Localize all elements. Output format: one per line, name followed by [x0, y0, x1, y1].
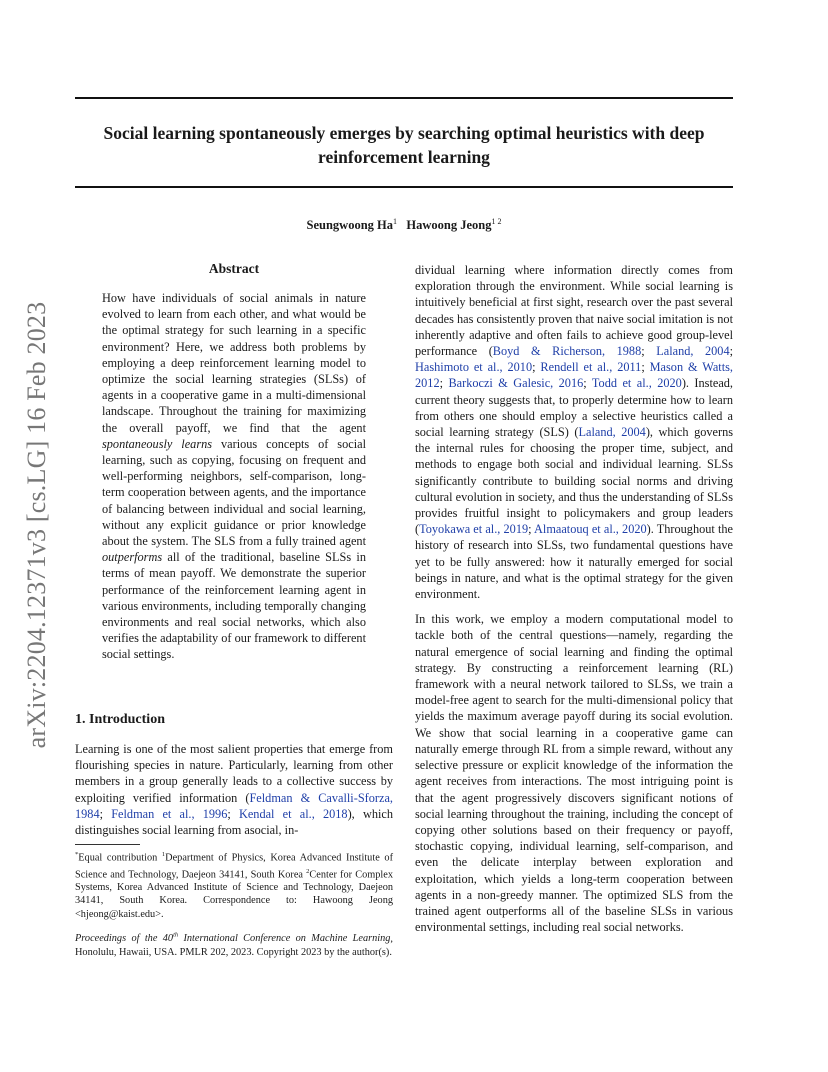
section-heading-introduction: 1. Introduction — [75, 712, 165, 727]
paper-title: Social learning spontaneously emerges by searching optimal heuristics with deep reinforcement learning — [103, 123, 705, 167]
title-bottom-rule — [75, 186, 733, 188]
footnote-rule — [75, 844, 140, 845]
citation-link[interactable]: Todd et al., 2020 — [591, 376, 682, 391]
citation-link[interactable]: Mason & Watts, 2012 — [415, 360, 733, 391]
citation-link[interactable]: Feldman & Cavalli-Sforza, 1984 — [75, 790, 393, 821]
introduction-left-column — [75, 741, 393, 838]
paragraph: In this work, we employ a modern computational model to tackle both of the central questions—namely, regarding the natural emergence of social learning and finding the optimal strategy. By constructing a reinforcement learning (RL) framework with a neural network tailored to SLSs, we train a model-free agent to search for the multi-dimensional policy that yields the maximum average payoff during its social evolution. We show that social learning in a cooperative game can naturally emerge through RL from a simple reward, without any selective pressure or explicit knowledge of the information the agent receives from interactions. The most intriguing point is that the agent progressively discovers significant notions of social learning throughout the training, including the concept of copying other solutions based on their frequency or payoff, stochastic copying, individual learning, self-comparison, and even the delicate interplay between exploration and exploitation, which yields a long-term cooperation between agents in a non-greedy manner. The optimized SLS from the trained agent outperforms all of the baseline SLSs in various environmental settings, including real social networks. — [415, 612, 733, 935]
citation-link[interactable]: Kendal et al., 2018 — [238, 806, 348, 821]
author-name: Seungwoong Ha — [306, 218, 394, 233]
citation-link[interactable]: Laland, 2004 — [578, 425, 646, 440]
arxiv-sidebar-stamp — [17, 290, 57, 760]
citation-link[interactable]: Laland, 2004 — [656, 344, 730, 359]
arxiv-identifier: arXiv:2204.12371v3 [cs.LG] 16 Feb 2023 — [22, 301, 51, 749]
citation-link[interactable]: Feldman et al., 1996 — [111, 806, 228, 821]
introduction-right-column — [415, 262, 733, 935]
citation-link[interactable]: Almaatouq et al., 2020 — [534, 522, 647, 537]
paragraph: Learning is one of the most salient properties that emerge from flourishing species in nature. Particularly, learning from other members in a group generally leads to a collective success by exploiting verified information (Feldman & Cavalli-Sforza, 1984; Feldman et al., 1996; Kendal et al., 2018), which distinguishes social learning from asocial, in- — [75, 742, 393, 838]
citation-link[interactable]: Toyokawa et al., 2019 — [419, 522, 529, 537]
abstract-emphasis: outperforms — [102, 550, 163, 565]
title-top-rule — [75, 97, 733, 99]
author-list — [75, 217, 733, 233]
footnote-affiliations: *Equal contribution $^1$Department of Physics, Korea Advanced Institute of Science and Technology, Daejeon 34141, South Korea $^2$Center for Complex Systems, Korea Advanced Institute of Science and Technology, Daejeon 34141, South Korea. Correspondence to: Hawoong Jeong <hjeong@kaist.edu>. — [75, 851, 393, 920]
citation-link[interactable]: Rendell et al., 2011 — [540, 360, 642, 375]
paragraph: dividual learning where information directly comes from exploration through the environment. While social learning is intuitively beneficial at first sight, research over the past several decades has consistently proven that naive social imitation is not inherently adaptive and often fails to achieve good group-level performance (Boyd & Richerson, 1988; Laland, 2004; Hashimoto et al., 2010; Rendell et al., 2011; Mason & Watts, 2012; Barkoczi & Galesic, 2016; Todd et al., 2020). Instead, current theory suggests that, to properly determine how to learn from others one should employ a selective heuristics called a social learning strategy (SLS) (Laland, 2004), which governs the internal rules for choosing the proper time, subject, and methods to engage both social and individual learning. SLSs significantly contribute to building social norms and driving cultural evolution in society, and thus the understanding of SLSs provides fruitful insight to policymakers and group leaders (Toyokawa et al., 2019; Almaatouq et al., 2020). Throughout the history of research into SLSs, two fundamental questions have yet to be fully answered: how it naturally emerged for social beings in nature, and what is the optimal strategy for the given environment. — [415, 263, 734, 602]
abstract-emphasis: spontaneously learns — [102, 436, 213, 451]
abstract-heading: Abstract — [208, 261, 260, 276]
citation-link[interactable]: Boyd & Richerson, 1988 — [492, 344, 642, 359]
citation-link[interactable]: Hashimoto et al., 2010 — [415, 360, 533, 375]
author-name: Hawoong Jeong — [406, 218, 492, 233]
proceedings-note: Proceedings of the 40th International Conference on Machine Learning, Honolulu, Hawaii, USA. PMLR 202, 2023. Copyright 2023 by the author(s). — [75, 932, 393, 958]
abstract-body: How have individuals of social animals in nature evolved to learn from each other, and what would be the optimal strategy for such learning in a specific environment? Here, we address both problems by employing a deep reinforcement learning model to optimize the social learning strategies (SLSs) of agents in a cooperative game in a multi-dimensional landscape. Throughout the training for maximizing the overall payoff, we find that the agent spontaneously learns various concepts of social learning, such as copying, focusing on frequent and well-performing neighbors, self-comparison, long-term cooperation between agents, and the importance of balancing between individual and social learning, without any explicit guidance or prior knowledge about the system. The SLS from a fully trained agent outperforms all of the traditional, baseline SLSs in terms of mean payoff. We demonstrate the superior performance of the reinforcement learning agent in various environments, including temporally changing environments and real social networks, which also verifies the adaptability of our framework to different social settings. — [102, 291, 366, 662]
author-affiliation: 1 — [393, 217, 398, 226]
citation-link[interactable]: Barkoczi & Galesic, 2016 — [448, 376, 584, 391]
author-affiliation: 1 2 — [491, 217, 502, 226]
